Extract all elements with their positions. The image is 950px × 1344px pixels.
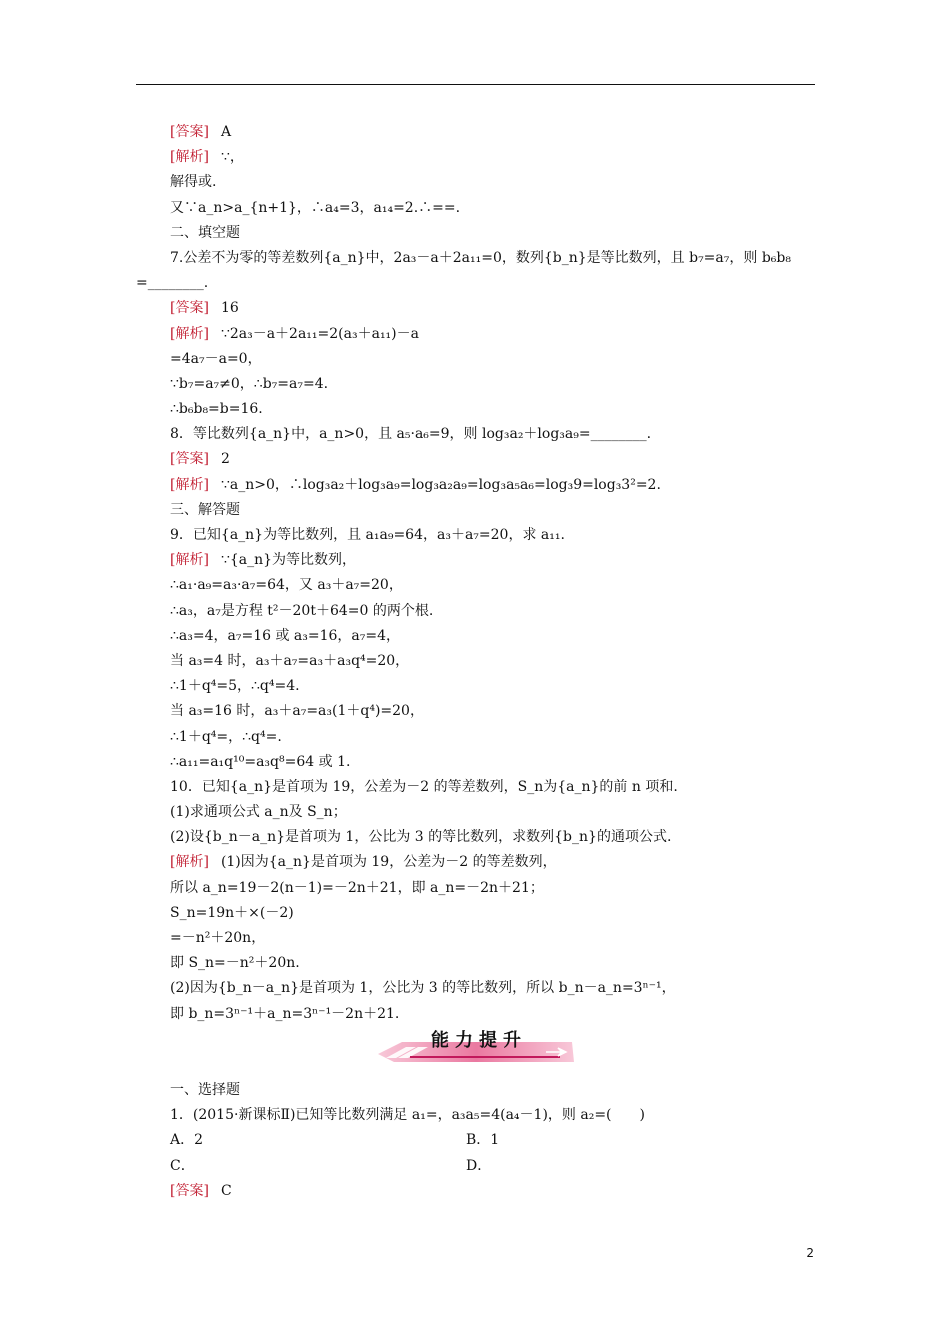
text-line: 所以 a_n=19－2(n－1)=－2n＋21，即 a_n=－2n＋21；: [170, 879, 544, 896]
analysis-line: [170, 473, 820, 498]
question-1-options-row: [170, 1154, 820, 1179]
question-10: 10．已知{a_n}是首项为 19，公差为－2 的等差数列，S_n为{a_n}的前 n 项和.: [170, 778, 678, 795]
analysis-line: [170, 322, 820, 347]
analysis-text: ∵{a_n}为等比数列，: [220, 552, 357, 569]
answer-value: 16: [220, 300, 239, 317]
answer-value: 2: [220, 451, 230, 468]
question-10-part-2: (2)设{b_n－a_n}是首项为 1，公比为 3 的等比数列，求数列{b_n}的通项公式.: [170, 829, 672, 846]
section-heading: 三、解答题: [170, 501, 240, 518]
analysis-text: (1)因为{a_n}是首项为 19，公差为－2 的等差数列，: [220, 854, 557, 871]
answer-tag: [答案]: [170, 124, 209, 140]
page-number: 2: [806, 1246, 814, 1260]
answer-value: C: [220, 1182, 232, 1199]
ability-section: [170, 1078, 820, 1204]
analysis-tag: [解析]: [170, 325, 209, 342]
answer-line: [170, 120, 820, 145]
text-line: 当 a₃=16 时，a₃＋a₇=a₃(1＋q⁴)=20，: [170, 703, 424, 720]
question-7-blank: =________.: [136, 275, 209, 292]
answer-tag: [答案]: [170, 451, 209, 468]
answer-tag: [答案]: [170, 1182, 209, 1199]
text-line: ∴b₆b₈=b=16.: [170, 401, 263, 418]
text-line: S_n=19n＋×(－2): [170, 904, 294, 921]
option-a: A．2: [170, 1132, 204, 1149]
section-heading: 一、选择题: [170, 1082, 240, 1098]
text-line: =4a₇－a=0，: [170, 350, 262, 367]
analysis-tag: [解析]: [170, 149, 209, 166]
analysis-line: [170, 548, 820, 573]
analysis-text: ∵a_n>0，∴log₃a₂＋log₃a₉=log₃a₂a₉=log₃a₅a₆=log₃9=log₃3²=2.: [220, 476, 661, 493]
text-line: ∴a₃=4，a₇=16 或 a₃=16，a₇=4，: [170, 627, 401, 644]
text-line: ∴a₁·a₉=a₃·a₇=64，又 a₃＋a₇=20，: [170, 577, 403, 594]
option-d: D．: [466, 1157, 492, 1174]
text-line: 当 a₃=4 时，a₃＋a₇=a₃＋a₃q⁴=20，: [170, 652, 410, 669]
answer-tag: [答案]: [170, 300, 209, 317]
analysis-text: ∵2a₃－a＋2a₁₁=2(a₃＋a₁₁)－a: [220, 325, 419, 342]
analysis-tag: [解析]: [170, 552, 209, 569]
analysis-line: [170, 145, 820, 170]
option-b: B．1: [466, 1132, 500, 1149]
question-9: 9．已知{a_n}为等比数列，且 a₁a₉=64，a₃＋a₇=20，求 a₁₁.: [170, 527, 565, 543]
text-line: ∵b₇=a₇≠0，∴b₇=a₇=4.: [170, 375, 329, 392]
banner-title: 能力提升: [431, 1030, 527, 1051]
text-line: (2)因为{b_n－a_n}是首项为 1，公比为 3 的等比数列，所以 b_n－a_n=3ⁿ⁻¹，: [170, 980, 676, 997]
analysis-line: [170, 850, 820, 875]
question-1-stem: 1．(2015·新课标Ⅱ)已知等比数列满足 a₁=，a₃a₅=4(a₄－1)，则 a₂=( ): [170, 1107, 645, 1124]
analysis-tag: [解析]: [170, 476, 209, 493]
text-line: ∴1＋q⁴=5，∴q⁴=4.: [170, 678, 300, 695]
text-line: 即 S_n=－n²＋20n.: [170, 955, 300, 972]
text-line: ∴a₃，a₇是方程 t²－20t＋64=0 的两个根.: [170, 602, 434, 619]
question-1-options-row: [170, 1128, 820, 1153]
text-line: 又∵a_n>a_{n+1}，∴a₄=3，a₁₄=2.∴==.: [170, 199, 461, 216]
question-7: 7.公差不为零的等差数列{a_n}中，2a₃－a＋2a₁₁=0，数列{b_n}是等比数列，且 b₇=a₇，则 b₆b₈: [170, 249, 791, 266]
text-line: 即 b_n=3ⁿ⁻¹＋a_n=3ⁿ⁻¹－2n＋21.: [170, 1005, 400, 1022]
option-c: C．: [170, 1157, 195, 1174]
answer-line: [170, 447, 820, 472]
analysis-text: ∵，: [220, 149, 244, 166]
question-10-part-1: (1)求通项公式 a_n及 S_n；: [170, 804, 347, 821]
text-line: ∴a₁₁=a₁q¹⁰=a₃q⁸=64 或 1.: [170, 753, 351, 770]
section-heading: 二、填空题: [170, 224, 240, 241]
text-line: 解得或.: [170, 174, 217, 191]
answer-line: [170, 296, 820, 321]
answer-line: [170, 1179, 820, 1204]
document-body: [136, 120, 820, 1027]
header-rule: [136, 84, 815, 85]
text-line: =－n²＋20n，: [170, 930, 266, 946]
answer-value: A: [220, 124, 232, 140]
analysis-tag: [解析]: [170, 854, 209, 871]
text-line: ∴1＋q⁴=，∴q⁴=.: [170, 728, 282, 745]
question-8: 8．等比数列{a_n}中，a_n>0，且 a₅·a₆=9，则 log₃a₂＋log₃a₉=________.: [170, 426, 652, 443]
